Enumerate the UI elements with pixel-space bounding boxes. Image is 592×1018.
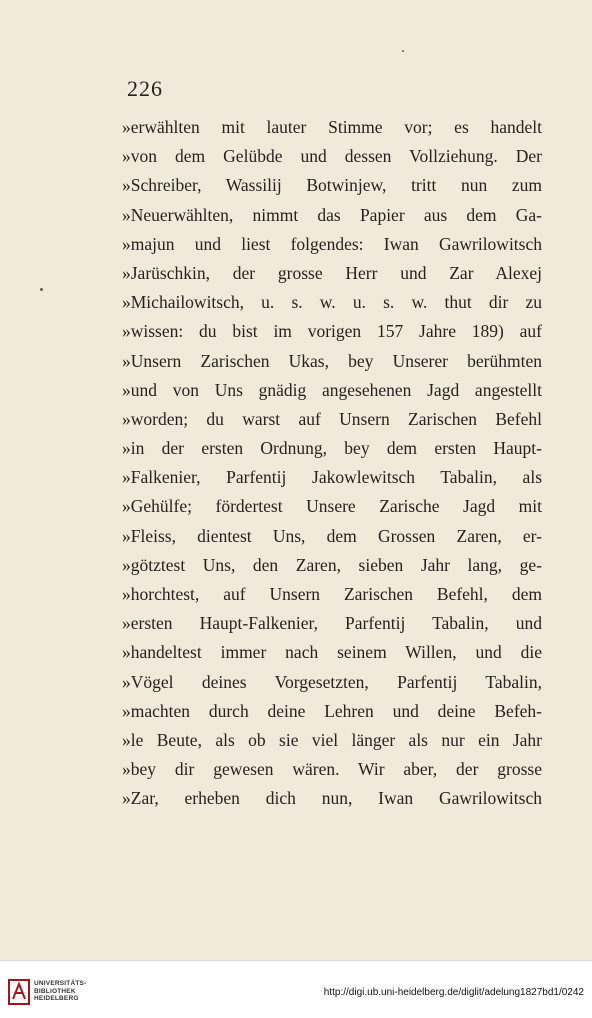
- text-line: »Neuerwählten, nimmt das Papier aus dem Ga-: [122, 204, 542, 225]
- paper-speck: [402, 50, 404, 52]
- body-text: [122, 113, 542, 814]
- text-line: »Jarüschkin, der grosse Herr und Zar Alexej: [122, 262, 542, 283]
- text-line: »horchtest, auf Unsern Zarischen Befehl, dem: [122, 584, 542, 604]
- paper-speck: [40, 288, 43, 291]
- library-seal-icon: [8, 979, 30, 1005]
- text-line: »le Beute, als ob sie viel länger als nur ein Jahr: [122, 729, 542, 750]
- text-line: »handeltest immer nach seinem Willen, und die: [122, 642, 542, 663]
- text-line: »von dem Gelübde und dessen Vollziehung. Der: [122, 146, 542, 167]
- text-line: »und von Uns gnädig angesehenen Jagd angestellt: [122, 379, 542, 400]
- text-line: »götztest Uns, den Zaren, sieben Jahr lang, ge-: [122, 554, 542, 575]
- text-line: »Unsern Zarischen Ukas, bey Unserer berühmten: [122, 350, 542, 371]
- page-number: 226: [127, 76, 163, 101]
- text-line: »Gehülfe; fördertest Unsere Zarische Jagd mit: [122, 496, 542, 517]
- library-name-line: BIBLIOTHEK: [34, 987, 76, 995]
- text-line: »bey dir gewesen wären. Wir aber, der grosse: [122, 759, 542, 780]
- library-name-line: UNIVERSITÄTS-: [34, 980, 87, 987]
- text-line: »in der ersten Ordnung, bey dem ersten Haupt-: [122, 438, 542, 459]
- text-line: »machten durch deine Lehren und deine Befeh-: [122, 700, 542, 721]
- text-line: »erwählten mit lauter Stimme vor; es handelt: [122, 117, 542, 137]
- library-name-line: HEIDELBERG: [34, 995, 79, 1002]
- library-name: [34, 980, 86, 1003]
- text-line: »Falkenier, Parfentij Jakowlewitsch Tabalin, als: [122, 467, 542, 488]
- text-line: »ersten Haupt-Falkenier, Parfentij Tabalin, und: [122, 613, 542, 634]
- text-line: »wissen: du bist im vorigen 157 Jahre 189) auf: [122, 321, 542, 342]
- text-line: »Schreiber, Wassilij Botwinjew, tritt nun zum: [122, 175, 542, 196]
- text-line: »majun und liest folgendes: Iwan Gawrilowitsch: [122, 233, 542, 254]
- text-line: »Zar, erheben dich nun, Iwan Gawrilowitsch: [122, 788, 542, 809]
- text-line: »Michailowitsch, u. s. w. u. s. w. thut dir zu: [122, 292, 542, 313]
- permalink-url[interactable]: http://digi.ub.uni-heidelberg.de/diglit/adelung1827bd1/0242: [323, 987, 584, 998]
- text-line: »Vögel deines Vorgesetzten, Parfentij Tabalin,: [122, 671, 542, 692]
- text-line: »worden; du warst auf Unsern Zarischen Befehl: [122, 408, 542, 429]
- text-line: »Fleiss, dientest Uns, dem Grossen Zaren, er-: [122, 525, 542, 546]
- footer-bar: [0, 960, 592, 1018]
